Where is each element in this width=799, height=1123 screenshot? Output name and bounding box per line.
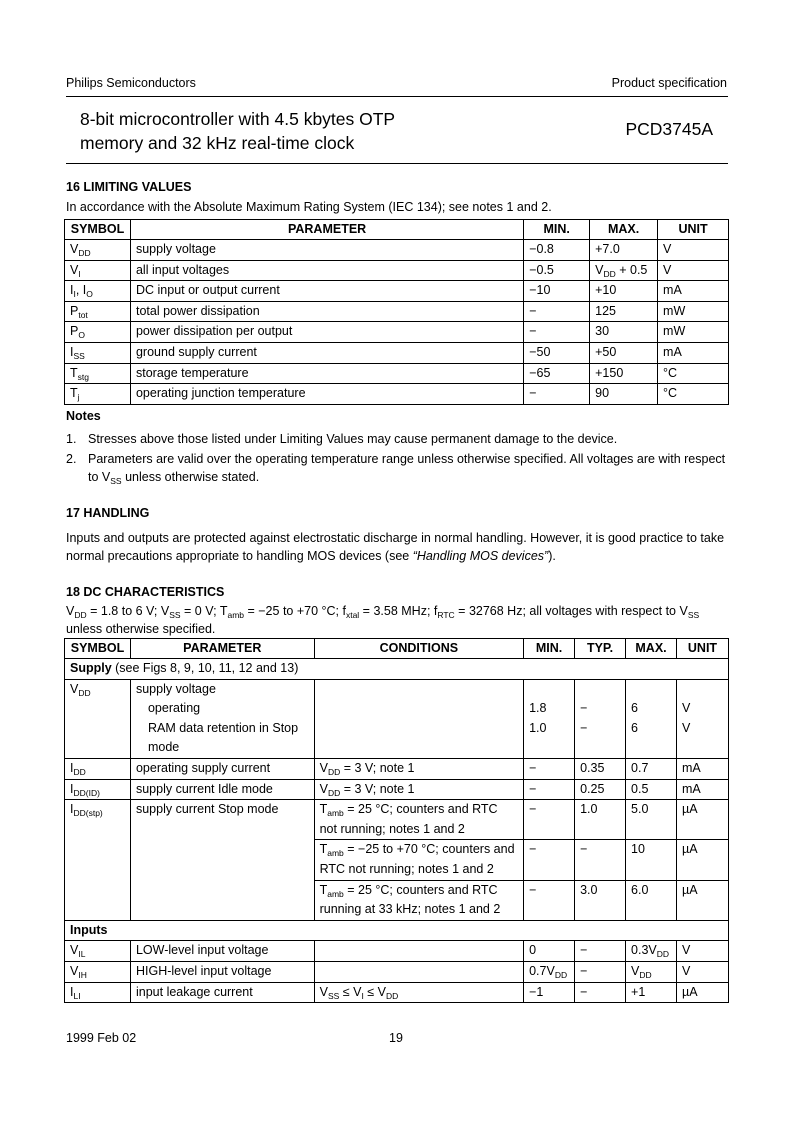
conditions-cell	[314, 779, 524, 800]
col-symbol: SYMBOL	[65, 220, 131, 240]
parameter-cell: ground supply current	[130, 342, 523, 363]
parameter-cell: supply current Idle mode	[130, 779, 314, 800]
group-row-inputs	[65, 920, 729, 941]
max-sub: DD	[603, 268, 616, 279]
typ-cell: −	[575, 961, 626, 982]
unit-cell: mA	[658, 281, 729, 302]
max-cell: 10	[626, 840, 677, 880]
unit-cell	[677, 679, 729, 758]
unit-cell: mA	[677, 779, 729, 800]
cond-vss-sub: SS	[169, 610, 181, 620]
cond-text: T	[319, 842, 328, 857]
cond-tamb: T	[219, 604, 228, 618]
col-min: MIN.	[524, 639, 575, 659]
col-typ: TYP.	[575, 639, 626, 659]
symbol-text: I	[70, 802, 74, 817]
title-line-2: memory and 32 kHz real-time clock	[80, 133, 355, 153]
symbol-cell	[65, 961, 131, 982]
note-1-number: 1.	[66, 432, 77, 446]
cond-text: = 25 °C; counters and RTC not running; notes 1 and 2	[319, 802, 498, 836]
cond-frtc-val: = 32768 Hz; all voltages with respect to V	[454, 604, 688, 618]
max-cell: 5.0	[626, 800, 677, 840]
unit-cell: V	[658, 260, 729, 281]
max-cell	[590, 281, 658, 302]
symbol-sub: O	[78, 330, 85, 341]
parameter-cell: HIGH-level input voltage	[130, 961, 314, 982]
max-cell	[626, 679, 677, 758]
max-cell	[590, 322, 658, 343]
min-cell: −0.8	[524, 240, 590, 261]
handling-text-a: Inputs and outputs are protected against electrostatic discharge in normal handling. However, it is good practice to take normal precautions appropriate to handling MOS devices (see	[66, 531, 725, 563]
max-value: +7.0	[595, 242, 620, 256]
document-type: Product specification	[611, 76, 727, 90]
typ-value: −	[580, 720, 588, 735]
cond-vdd-val: = 1.8 to 6 V;	[86, 604, 161, 618]
symbol-text: V	[70, 943, 79, 958]
min-cell: −1	[524, 982, 575, 1003]
cond-text: = 25 °C; counters and RTC running at 33 kHz; notes 1 and 2	[319, 882, 501, 917]
max-value: 30	[595, 324, 610, 339]
symbol-sub: stg	[77, 371, 89, 382]
parameter-cell: supply current Stop mode	[130, 800, 314, 921]
table-header-row	[65, 220, 729, 240]
symbol-text: I	[70, 781, 74, 796]
parameter-cell: LOW-level input voltage	[130, 941, 314, 962]
max-cell	[626, 941, 677, 962]
symbol-cell	[65, 260, 131, 281]
unit-cell: µA	[677, 840, 729, 880]
parameter-cell: storage temperature	[130, 363, 523, 384]
note-2-sub: SS	[110, 476, 122, 486]
table-header-row	[65, 639, 729, 659]
section-16-heading: 16 LIMITING VALUES	[66, 180, 192, 194]
section-18-conditions	[66, 602, 728, 638]
max-value: +50	[595, 344, 617, 359]
table-row	[65, 322, 729, 343]
max-sub: DD	[656, 949, 670, 960]
symbol-sub: DD	[78, 248, 91, 258]
min-cell: −	[524, 301, 590, 322]
typ-cell	[575, 679, 626, 758]
document-title	[80, 107, 395, 155]
title-rule	[66, 163, 728, 164]
cond-sub: DD	[327, 787, 341, 798]
symbol-cell	[65, 384, 131, 405]
cond-sub: DD	[327, 766, 341, 777]
note-2-text-b: unless otherwise stated.	[121, 470, 260, 484]
col-unit: UNIT	[658, 220, 729, 240]
part-number: PCD3745A	[625, 119, 713, 139]
min-cell: −0.5	[524, 260, 590, 281]
note-2-text	[88, 450, 726, 486]
symbol-cell	[65, 758, 131, 779]
min-cell: −10	[524, 281, 590, 302]
parameter-cell: operating junction temperature	[130, 384, 523, 405]
symbol-cell	[65, 679, 131, 758]
symbol-cell	[65, 779, 131, 800]
unit-value: V	[682, 701, 691, 716]
dc-characteristics-table	[64, 638, 729, 1003]
table-row	[65, 779, 729, 800]
unit-cell: mW	[658, 322, 729, 343]
cond-text: V	[319, 781, 328, 796]
min-value: 1.8	[529, 701, 547, 716]
min-cell: −65	[524, 363, 590, 384]
unit-cell: µA	[677, 880, 729, 920]
max-cell	[590, 260, 658, 281]
table-row	[65, 961, 729, 982]
max-value: 6	[631, 701, 638, 716]
inputs-label: Inputs	[70, 922, 108, 937]
max-cell	[590, 301, 658, 322]
unit-cell: mW	[658, 301, 729, 322]
parameter-cell: input leakage current	[130, 982, 314, 1003]
limiting-values-table	[64, 219, 729, 405]
group-row-supply	[65, 659, 729, 680]
max-cell: 6.0	[626, 880, 677, 920]
symbol-text: V	[70, 262, 79, 277]
table-row	[65, 363, 729, 384]
symbol-text: , I	[75, 283, 87, 298]
symbol-text: V	[70, 963, 79, 978]
max-value: 6	[631, 720, 638, 735]
max-cell: +1	[626, 982, 677, 1003]
section-16-intro: In accordance with the Absolute Maximum Rating System (IEC 134); see notes 1 and 2.	[66, 200, 552, 214]
symbol-sub: I	[78, 268, 81, 279]
unit-value: V	[682, 720, 691, 735]
symbol-text: T	[70, 365, 78, 380]
symbol-text: I	[70, 984, 74, 999]
cond-sub: SS	[327, 990, 340, 1001]
handling-reference: “Handling MOS devices”	[412, 549, 549, 563]
group-label	[65, 920, 729, 941]
conditions-cell	[314, 961, 524, 982]
symbol-cell	[65, 301, 131, 322]
note-2-number: 2.	[66, 452, 77, 466]
typ-cell: 3.0	[575, 880, 626, 920]
cond-vss: V	[160, 604, 170, 618]
parameter-sub-ram: RAM data retention in Stop mode	[147, 720, 299, 755]
table-row	[65, 301, 729, 322]
cond-fxtal-sub: xtal	[345, 610, 360, 620]
min-cell: −	[524, 384, 590, 405]
max-cell	[590, 342, 658, 363]
parameter-cell: all input voltages	[130, 260, 523, 281]
min-sub: DD	[554, 969, 568, 980]
cond-text: = 3 V; note 1	[340, 760, 415, 775]
cond-vss-val: = 0 V;	[180, 604, 220, 618]
parameter-cell: total power dissipation	[130, 301, 523, 322]
section-17-heading: 17 HANDLING	[66, 506, 150, 520]
section-18-heading: 18 DC CHARACTERISTICS	[66, 585, 225, 599]
symbol-sub: DD	[73, 766, 86, 777]
cond-text: ≤ V	[363, 984, 386, 999]
symbol-cell	[65, 800, 131, 921]
min-cell	[524, 961, 575, 982]
cond-text: = 3 V; note 1	[340, 781, 415, 796]
col-parameter: PARAMETER	[130, 220, 523, 240]
min-cell: −	[524, 880, 575, 920]
table-row	[65, 342, 729, 363]
table-row	[65, 982, 729, 1003]
symbol-sub: O	[86, 289, 93, 300]
cond-end-sub: SS	[687, 610, 700, 620]
conditions-cell	[314, 679, 524, 758]
typ-cell: 1.0	[575, 800, 626, 840]
group-label	[65, 659, 729, 680]
typ-cell: 0.35	[575, 758, 626, 779]
table-row	[65, 800, 729, 840]
note-1-text: Stresses above those listed under Limiting Values may cause permanent damage to the device.	[88, 432, 618, 446]
notes-heading: Notes	[66, 409, 101, 423]
col-conditions: CONDITIONS	[314, 639, 524, 659]
cond-text: T	[319, 802, 328, 817]
max-cell: 0.5	[626, 779, 677, 800]
symbol-text: I	[70, 344, 74, 359]
footer-date: 1999 Feb 02	[66, 1031, 137, 1045]
note-2-text-a: Parameters are valid over the operating temperature range unless otherwise specified. All voltages are with respect to V	[88, 452, 726, 484]
parameter-cell: power dissipation per output	[130, 322, 523, 343]
unit-cell: mA	[658, 342, 729, 363]
unit-cell: µA	[677, 982, 729, 1003]
symbol-text: I	[70, 283, 74, 298]
company-name: Philips Semiconductors	[66, 76, 196, 90]
min-value: 0.7V	[529, 963, 555, 978]
unit-cell: V	[658, 240, 729, 261]
unit-cell: °C	[658, 363, 729, 384]
cond-sub: amb	[327, 888, 344, 899]
note-1	[66, 430, 728, 448]
cond-text: V	[319, 760, 328, 775]
cond-fxtal: f	[342, 604, 346, 618]
table-row	[65, 281, 729, 302]
symbol-sub: DD(stp)	[73, 808, 103, 819]
cond-text: T	[319, 882, 328, 897]
max-cell: 0.7	[626, 758, 677, 779]
parameter-cell: operating supply current	[130, 758, 314, 779]
conditions-cell	[314, 941, 524, 962]
symbol-text: V	[70, 242, 79, 256]
typ-cell: −	[575, 840, 626, 880]
symbol-sub: j	[77, 392, 80, 403]
conditions-cell	[314, 880, 524, 920]
symbol-sub: I	[73, 289, 76, 300]
conditions-cell	[314, 982, 524, 1003]
conditions-cell	[314, 758, 524, 779]
symbol-cell	[65, 322, 131, 343]
symbol-text: P	[70, 303, 79, 318]
conditions-cell	[314, 840, 524, 880]
unit-cell: mA	[677, 758, 729, 779]
symbol-sub: DD(ID)	[73, 787, 100, 798]
cond-tamb-sub: amb	[227, 610, 245, 620]
max-sub: DD	[639, 969, 652, 980]
max-value: V	[595, 262, 604, 277]
max-value: 90	[595, 386, 610, 401]
symbol-sub: IL	[78, 949, 86, 960]
supply-note: (see Figs 8, 9, 10, 11, 12 and 13)	[111, 661, 299, 675]
min-cell: 0	[524, 941, 575, 962]
unit-cell: V	[677, 961, 729, 982]
parameter-cell: supply voltage	[130, 240, 523, 261]
symbol-cell	[65, 941, 131, 962]
table-row	[65, 758, 729, 779]
parameter-cell	[130, 679, 314, 758]
page-number: 19	[389, 1031, 403, 1045]
table-row	[65, 941, 729, 962]
max-value: +150	[595, 365, 624, 380]
max-value: V	[631, 963, 640, 978]
symbol-sub: IH	[78, 969, 87, 980]
symbol-text: I	[70, 760, 74, 775]
col-min: MIN.	[524, 220, 590, 240]
col-unit: UNIT	[677, 639, 729, 659]
cond-tamb-val: = −25 to +70 °C;	[244, 604, 343, 618]
symbol-sub: tot	[78, 309, 88, 320]
supply-label: Supply	[70, 661, 112, 675]
parameter-cell: DC input or output current	[130, 281, 523, 302]
symbol-cell	[65, 240, 131, 261]
min-cell	[524, 679, 575, 758]
col-symbol: SYMBOL	[65, 639, 131, 659]
cond-text: = −25 to +70 °C; counters and RTC not running; notes 1 and 2	[319, 842, 515, 876]
conditions-cell	[314, 800, 524, 840]
cond-tail: unless otherwise specified.	[66, 622, 216, 636]
cond-sub: I	[361, 990, 364, 1001]
cond-sub: amb	[327, 808, 344, 819]
header-rule	[66, 96, 728, 97]
table-row	[65, 384, 729, 405]
max-value: 0.3V	[631, 943, 657, 958]
symbol-text: T	[70, 386, 78, 401]
col-parameter: PARAMETER	[130, 639, 314, 659]
unit-cell: µA	[677, 800, 729, 840]
symbol-text: P	[70, 324, 79, 339]
symbol-sub: DD	[78, 687, 91, 698]
symbol-cell	[65, 363, 131, 384]
min-cell: −	[524, 840, 575, 880]
typ-cell: −	[575, 941, 626, 962]
title-line-1: 8-bit microcontroller with 4.5 kbytes OTP	[80, 109, 396, 129]
cond-sub: DD	[385, 990, 399, 1001]
min-cell: −	[524, 779, 575, 800]
cond-frtc-sub: RTC	[437, 610, 455, 620]
typ-cell: 0.25	[575, 779, 626, 800]
cond-vdd-sub: DD	[74, 610, 87, 620]
symbol-sub: SS	[73, 350, 85, 361]
max-cell	[590, 240, 658, 261]
min-value: 1.0	[529, 720, 547, 735]
section-17-text	[66, 529, 728, 565]
min-cell: −	[524, 322, 590, 343]
table-row	[65, 679, 729, 758]
max-value: +10	[595, 283, 617, 298]
parameter-sub-operating: operating	[147, 701, 201, 716]
cond-fxtal-val: = 3.58 MHz;	[359, 604, 434, 618]
cond-vdd: V	[66, 604, 75, 618]
min-cell: −	[524, 758, 575, 779]
symbol-cell	[65, 342, 131, 363]
parameter-text: supply voltage	[135, 681, 216, 696]
min-cell: −	[524, 800, 575, 840]
typ-cell: −	[575, 982, 626, 1003]
symbol-sub: LI	[73, 990, 81, 1001]
table-row	[65, 240, 729, 261]
typ-value: −	[580, 701, 588, 716]
unit-cell: °C	[658, 384, 729, 405]
note-2	[66, 450, 728, 486]
max-cell	[590, 384, 658, 405]
symbol-cell	[65, 982, 131, 1003]
max-cell	[626, 961, 677, 982]
handling-text-b: ).	[548, 549, 556, 563]
max-value: 125	[595, 303, 616, 318]
table-row	[65, 260, 729, 281]
cond-sub: amb	[327, 848, 344, 859]
symbol-cell	[65, 281, 131, 302]
max-cell	[590, 363, 658, 384]
cond-text: ≤ V	[339, 984, 362, 999]
unit-cell: V	[677, 941, 729, 962]
cond-frtc: f	[433, 604, 438, 618]
max-tail: + 0.5	[615, 262, 648, 277]
col-max: MAX.	[626, 639, 677, 659]
col-max: MAX.	[590, 220, 658, 240]
min-cell: −50	[524, 342, 590, 363]
cond-text: V	[319, 984, 328, 999]
symbol-text: V	[70, 681, 79, 696]
